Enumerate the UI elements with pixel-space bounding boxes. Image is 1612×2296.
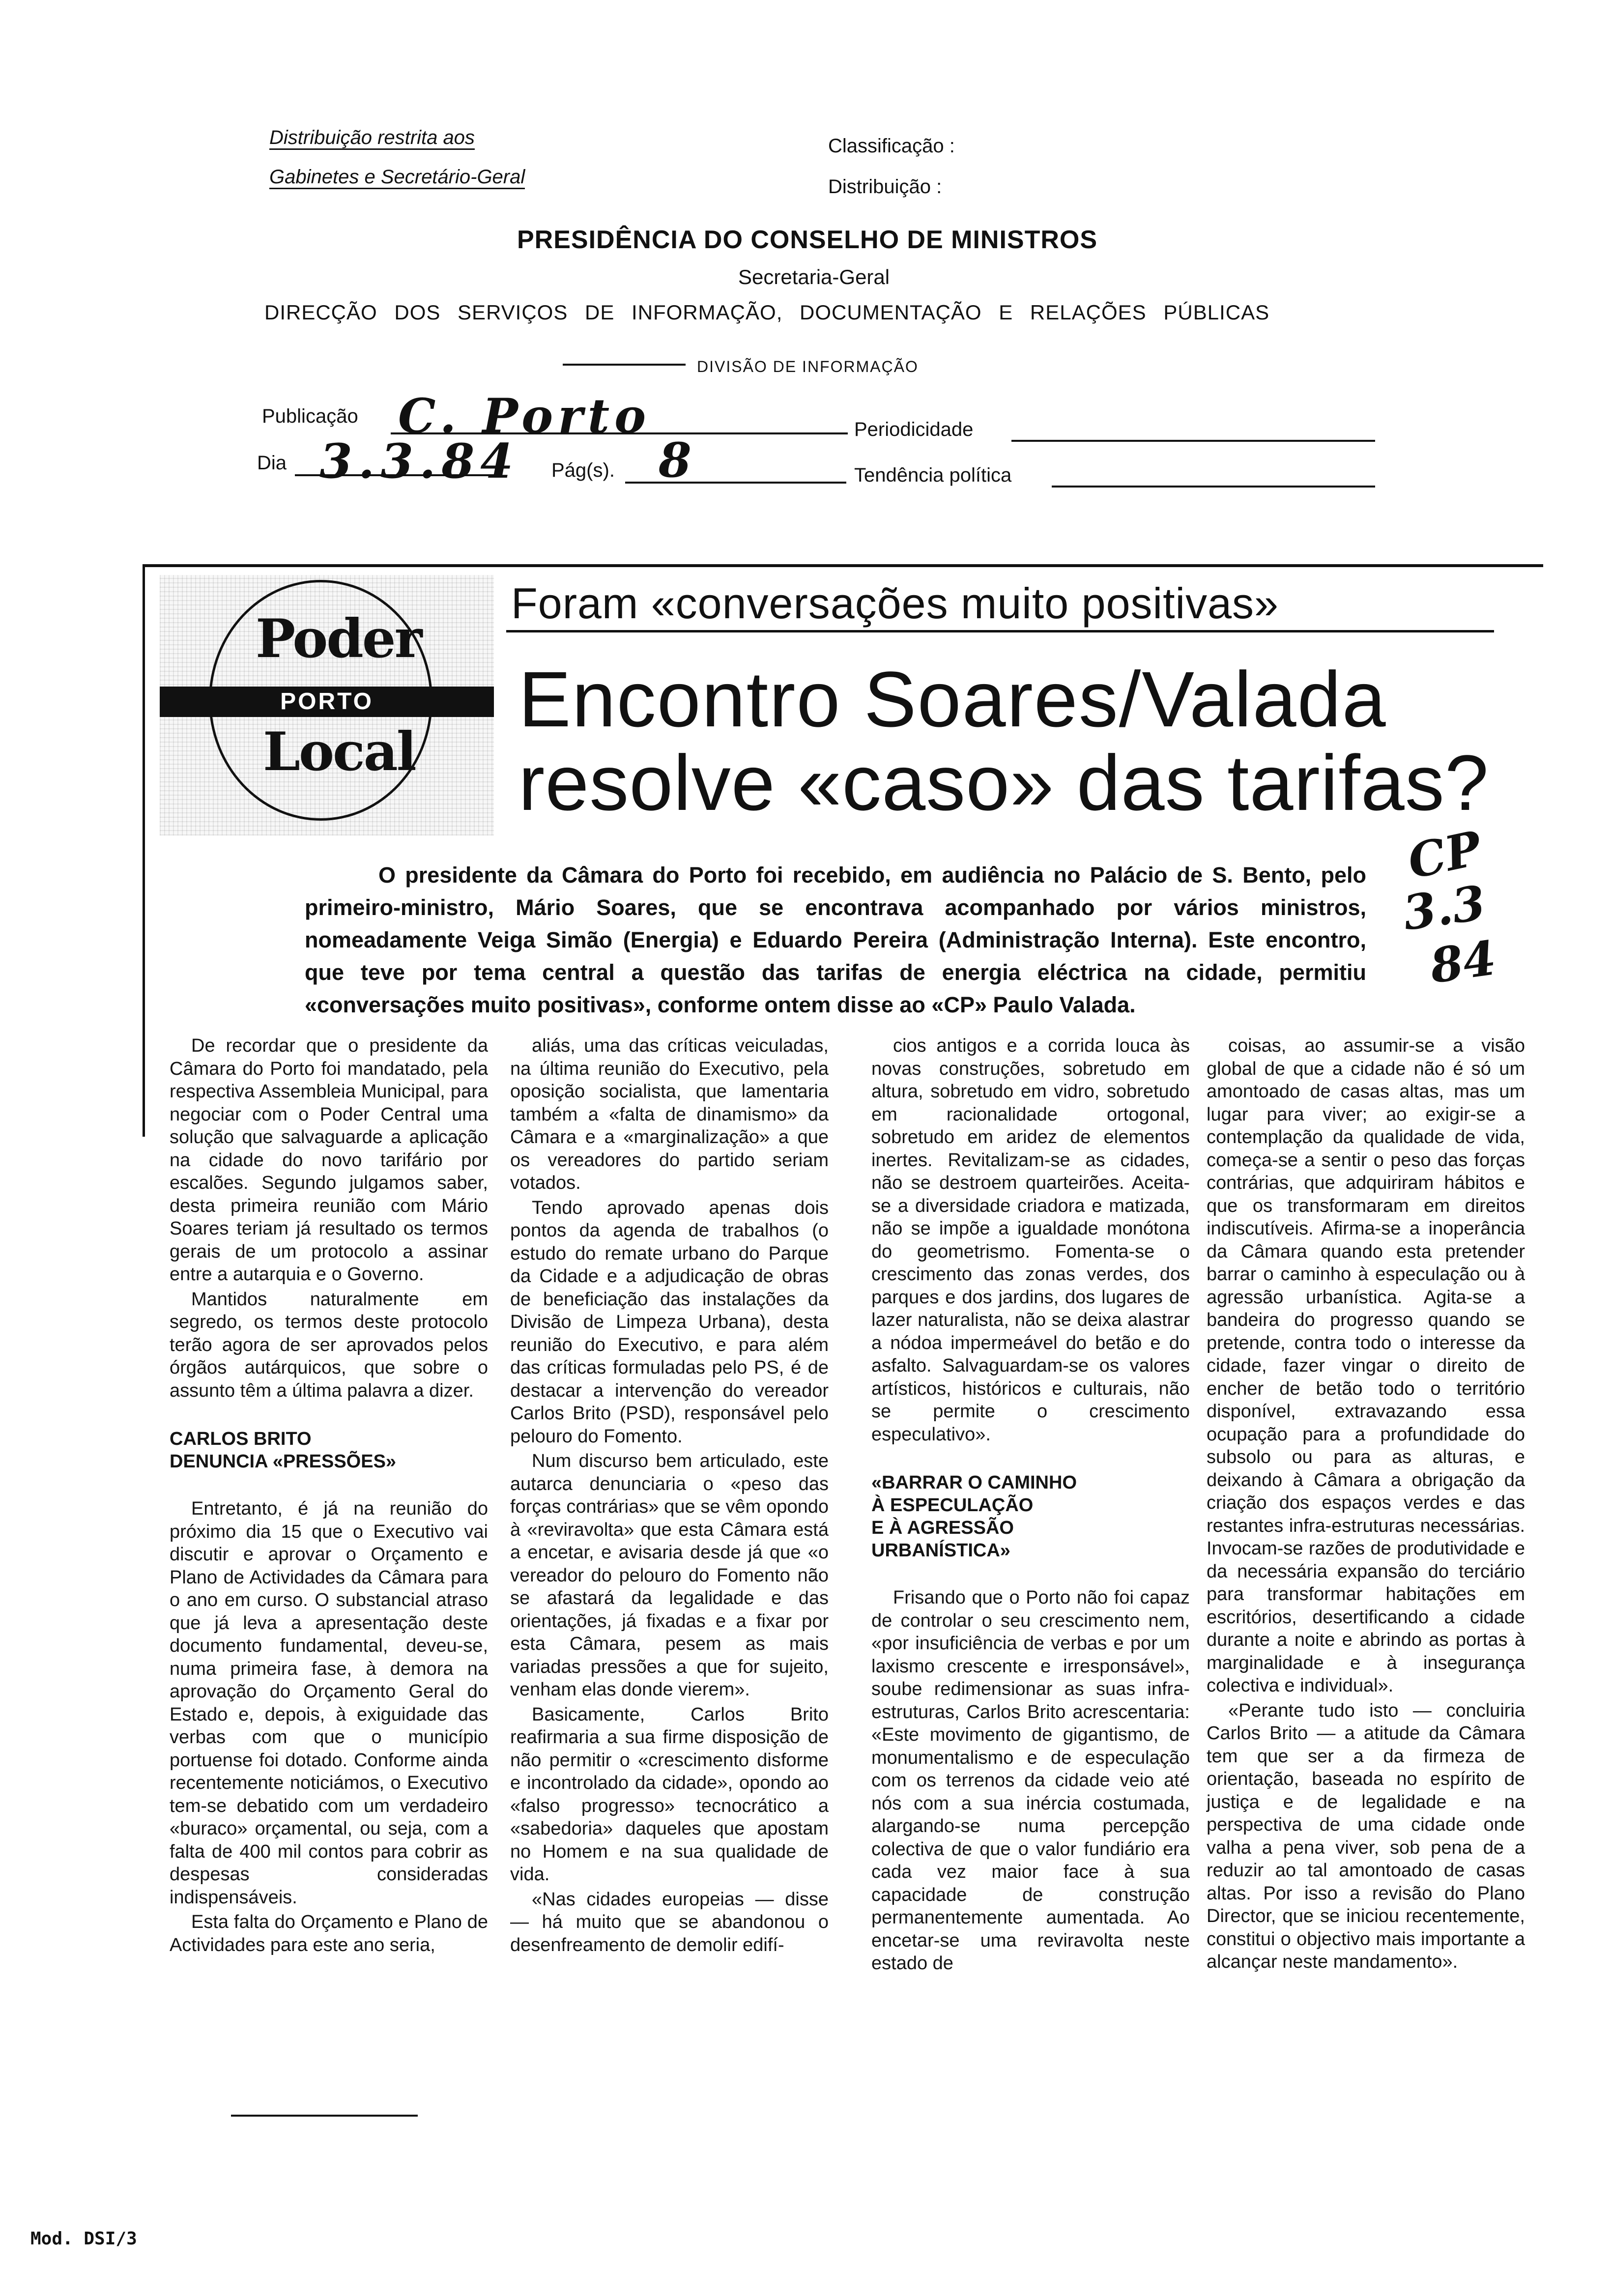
paragraph: Num discurso bem articulado, este autarca denunciaria o «peso das forças contrárias» que se vêm opondo à «reviravolta» que esta Câmara está a encetar, e avisaria desde já que «o vereador do pelouro do Fomento não se afastará da legalidade e das orientações, já fixadas e a fixar por esta Câmara, pesem as mais variadas pressões a que for sujeito, venham elas donde vierem». [510,1451,829,1700]
paragraph: Esta falta do Orçamento e Plano de Actividades para este ano seria, [170,1912,488,1955]
subheading: «BARRAR O CAMINHO À ESPECULAÇÃO E À AGRESSÃO URBANÍSTICA» [871,1472,1077,1561]
end-rule [231,2115,418,2117]
paragraph: coisas, ao assumir-se a visão global de que a cidade não é só um amontoado de casas altas, mas um lugar para viver; ao exigir-se a contemplação da qualidade de vida, começa-se a sentir o peso das forças contrárias, que adquiriram hábitos e que os transformaram em direitos indiscutíveis. Afirma-se a inoperância da Câmara quando esta pretender barrar o caminho à especulação ou à agressão urbanística. Agita-se a bandeira do progresso quando se pretende, contra todo o interesse da cidade, fazer vingar o direito de encher de betão todo o território disponível, extravazando essa ocupação para a profundidade do subsolo ou para as alturas, e deixando à Câmara a obrigação da criação dos espaços verdes e das restantes infra-estruturas necessárias. Invocam-se razões de produtividade e da necessária expansão do terciário para transformar habitações em escritórios, desertificando a cidade durante a noite e abrindo as portas à marginalidade e à insegurança colectiva e individual». [1207,1035,1525,1696]
periodicity-label: Periodicidade [854,419,974,440]
headline-line-2: resolve «caso» das tarifas? [518,739,1489,827]
subheading: CARLOS BRITO DENUNCIA «PRESSÕES» [170,1429,397,1472]
day-label: Dia [257,452,287,474]
handwritten-annotation-3: 84 [1426,930,1499,994]
paragraph: Frisando que o Porto não foi capaz de controlar o seu crescimento nem, «por insuficiência de verbas e por um laxismo crescente e irresponsável», soube redimensionar as suas infra-estruturas, Carlos Brito acrescentaria: «Este movimento de gigantismo, de monumentalismo e de especulação com os terrenos da cidade veio até nós com a sua inércia costumada, alargando-se numa percepção colectiva de que o valor fundiário era cada vez maior face à sua capacidade de construção permanentemente aumentada. Ao encetar-se uma reviravolta neste estado de [871,1587,1190,1974]
day-handwritten-value: 3.3.84 [319,433,519,489]
pages-handwritten-value: 8 [659,432,691,488]
publication-label: Publicação [262,405,358,427]
paragraph: Mantidos naturalmente em segredo, os termos deste protocolo terão agora de ser aprovados pelos órgãos autárquicos, que sobre o assunto têm a última palavra a dizer. [170,1289,488,1401]
paragraph: cios antigos e a corrida louca às novas construções, sobretudo em altura, sobretudo em vidro, sobretudo em racionalidade ortogonal, sobretudo em aridez de elementos inertes. Revitalizam-se as cidades, não se destroem quarteirões. Aceita-se a diversidade criadora e matizada, não se impõe a igualdade monótona do geometrismo. Fomenta-se o crescimento das zonas verdes, dos parques e dos jardins, dos lugares de lazer naturalista, não se deixa alastrar a nódoa impermeável do betão e do asfalto. Salvaguardam-se os valores artísticos, históricos e culturais, não se permite o crescimento especulativo». [871,1035,1190,1445]
distribution-label: Distribuição : [828,176,942,198]
headline-line-1: Encontro Soares/Valada [518,655,1387,743]
stamp-porto-band: PORTO [160,687,494,717]
classification-label: Classificação : [828,135,955,157]
handwritten-annotation-1: CP [1403,820,1486,890]
paragraph: aliás, uma das críticas veiculadas, na última reunião do Executivo, pela oposição socialista, que lamentaria também a «falta de dinamismo» da Câmara e a «marginalização» a que os vereadores do partido seriam votados. [510,1035,829,1193]
restricted-distribution-line1: Distribuição restrita aos [269,127,475,149]
handwritten-annotation-2: 3.3 [1399,874,1489,942]
article-column-2 [510,1034,829,1956]
kicker-rule [506,630,1494,632]
publication-handwritten-value: C. Porto [398,388,651,444]
article-lead: O presidente da Câmara do Porto foi recebido, em audiência no Palácio de S. Bento, pelo primeiro-ministro, Mário Soares, que se encontrava acompanhado por vários ministros, nomeadamente Veiga Simão (Energia) e Eduardo Pereira (Administração Interna). Este encontro, que teve por tema central a questão das tarifas de energia eléctrica na cidade, permitiu «conversações muito positivas», conforme ontem disse ao «CP» Paulo Valada. [305,862,1366,1017]
paragraph: Basicamente, Carlos Brito reafirmaria a sua firme disposição de não permitir o «crescimento disforme e incontrolado da cidade», opondo ao «falso progresso» tecnocrático a «sabedoria» daqueles que apostam no Homem e na sua qualidade de vida. [510,1704,829,1885]
division-rule [563,364,686,366]
paragraph: Entretanto, é já na reunião do próximo dia 15 que o Executivo vai discutir e aprovar o Orçamento e Plano de Actividades da Câmara para o ano em curso. O substancial atraso que já leva a apresentação deste documento fundamental, deveu-se, numa primeira fase, à demora na aprovação do Orçamento Geral do Estado e, depois, à exiguidade das verbas com que o município portuense foi dotado. Conforme ainda recentemente noticiámos, o Executivo tem-se debatido com um verdadeiro «buraco» orçamental, ou seja, com a falta de 400 mil contos para cobrir as despesas consideradas indispensáveis. [170,1498,488,1908]
secretariat: Secretaria-Geral [738,265,890,288]
article-column-4 [1207,1034,1525,1974]
article-column-3 [871,1034,1190,1975]
form-code: Mod. DSI/3 [30,2229,137,2249]
paragraph: De recordar que o presidente da Câmara do Porto foi mandatado, pela respectiva Assembleia Municipal, para negociar com o Poder Central uma solução que salvaguarde a aplicação na cidade do novo tarifário por escalões. Segundo julgamos saber, desta primeira reunião com Mário Soares teriam já resultado os termos gerais de um protocolo a assinar entre a autarquia e o Governo. [170,1035,488,1285]
stamp-word-poder: Poder [256,608,421,670]
article-column-1 [170,1034,488,1956]
political-tendency-label: Tendência política [854,464,1012,486]
restricted-distribution-line2: Gabinetes e Secretário-Geral [269,166,525,188]
direction-title: DIRECÇÃO DOS SERVIÇOS DE INFORMAÇÃO, DOCUMENTAÇÃO E RELAÇÕES PÚBLICAS [264,301,1270,324]
political-tendency-line [1052,486,1375,488]
periodicity-line [1011,440,1375,442]
organization-title: PRESIDÊNCIA DO CONSELHO DE MINISTROS [517,226,1098,254]
pages-label: Pág(s). [551,459,615,481]
article-kicker: Foram «conversações muito positivas» [511,579,1279,628]
paragraph: Tendo aprovado apenas dois pontos da agenda de trabalhos (o estudo do remate urbano do Parque da Cidade e a adjudicação de obras de beneficiação das instalações da Divisão de Limpeza Urbana), desta reunião do Executivo, e para além das críticas formuladas pelo PS, é de destacar a intervenção do vereador Carlos Brito (PSD), responsável pelo pelouro do Fomento. [510,1197,829,1447]
division-label: DIVISÃO DE INFORMAÇÃO [697,358,919,375]
paragraph: «Perante tudo isto — concluiria Carlos Brito — a atitude da Câmara tem que ser a da firmeza de orientação, baseada no espírito de justiça e de legalidade e na perspectiva de uma cidade onde valha a pena viver, sob pena de a reduzir ao tal amontoado de casas altas. Por isso a revisão do Plano Director, que se iniciou recentemente, constitui o objectivo mais importante a alcançar neste mandamento». [1207,1700,1525,1972]
clipping-left-border [143,564,145,1137]
stamp-word-local: Local [263,721,415,783]
clipping-top-border [143,564,1543,567]
paragraph: «Nas cidades europeias — disse — há muito que se abandonou o desenfreamento de demolir edifí- [510,1889,829,1955]
